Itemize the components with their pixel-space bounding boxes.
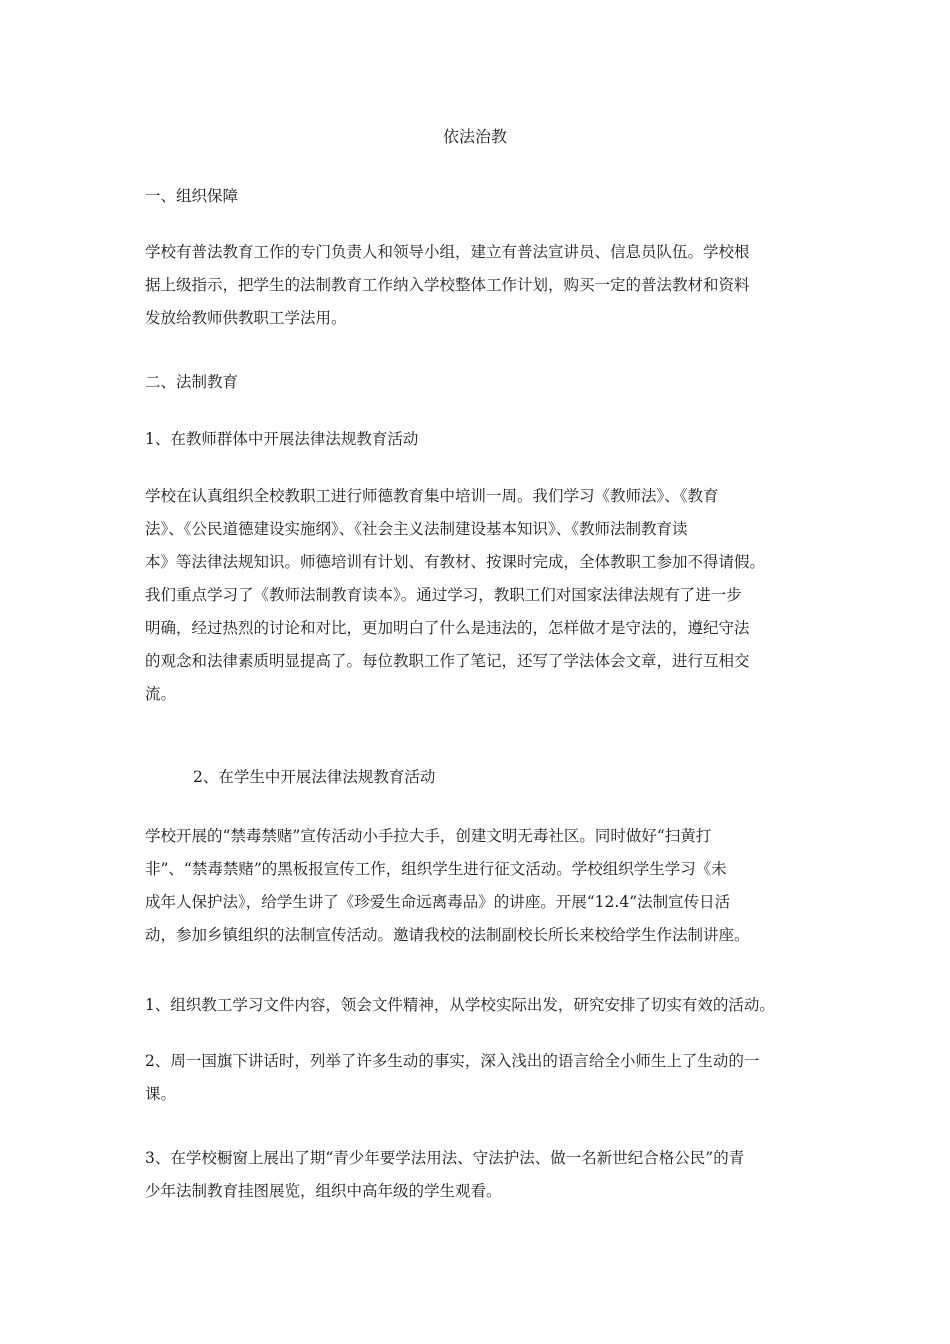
- heading-text: 二、法制教育: [145, 373, 239, 391]
- paragraph-line: 据上级指示，把学生的法制教育工作纳入学校整体工作计划，购买一定的普法教材和资料: [145, 276, 750, 294]
- paragraph-organization: [145, 236, 825, 335]
- paragraph-line: 动，参加乡镇组织的法制宣传活动。邀请我校的法制副校长所长来校给学生作法制讲座。: [145, 926, 750, 944]
- paragraph-line: 学校有普法教育工作的专门负责人和领导小组，建立有普法宣讲员、信息员队伍。学校根: [145, 243, 750, 261]
- paragraph-line: 的观念和法律素质明显提高了。每位教职工作了笔记，还写了学法体会文章，进行互相交: [145, 652, 750, 670]
- list-item-line: 2、周一国旗下讲话时，列举了许多生动的事实，深入浅出的语言给全小师生上了生动的一: [145, 1052, 760, 1070]
- paragraph-line: 学校开展的“禁毒禁赌”宣传活动小手拉大手，创建文明无毒社区。同时做好“扫黄打: [145, 827, 712, 845]
- section-heading-organization: [145, 180, 825, 213]
- list-item-line: 少年法制教育挂图展览，组织中高年级的学生观看。: [145, 1182, 502, 1200]
- paragraph-line: 本》等法律法规知识。师德培训有计划、有教材、按课时完成，全体教职工参加不得请假。: [145, 553, 766, 571]
- heading-text: 一、组织保障: [145, 187, 239, 205]
- paragraph-line: 学校在认真组织全校教职工进行师德教育集中培训一周。我们学习《教师法》、《教育: [145, 487, 719, 505]
- paragraph-line: 法》、《公民道德建设实施纲》、《社会主义法制建设基本知识》、《教师法制教育读: [145, 520, 688, 538]
- section-heading-legal-education: [145, 366, 825, 399]
- paragraph-line: 我们重点学习了《教师法制教育读本》。通过学习，教职工们对国家法律法规有了进一步: [145, 586, 742, 604]
- list-item-3: [145, 1142, 825, 1208]
- paragraph-line: 非”、“禁毒禁赌”的黑板报宣传工作，组织学生进行征文活动。学校组织学生学习《未: [145, 860, 727, 878]
- heading-text: 1、在教师群体中开展法律法规教育活动: [145, 430, 419, 448]
- paragraph-students: [145, 820, 825, 952]
- list-item-2: [145, 1045, 825, 1111]
- paragraph-line: 明确，经过热烈的讨论和对比，更加明白了什么是违法的，怎样做才是守法的，遵纪守法: [145, 619, 750, 637]
- list-item-1: [145, 989, 825, 1022]
- heading-text: 2、在学生中开展法律法规教育活动: [193, 768, 436, 786]
- list-item-line: 3、在学校橱窗上展出了期“青少年要学法用法、守法护法、做一名新世纪合格公民”的青: [145, 1149, 745, 1167]
- subsection-heading-students: [193, 761, 873, 794]
- paragraph-line: 发放给教师供教职工学法用。: [145, 309, 347, 327]
- paragraph-teachers: [145, 480, 825, 711]
- subsection-heading-teachers: [145, 423, 825, 456]
- document-title: 依法治教: [442, 127, 507, 146]
- paragraph-line: 成年人保护法》，给学生讲了《珍爱生命远离毒品》的讲座。开展“12.4”法制宣传日活: [145, 893, 731, 911]
- paragraph-line: 流。: [145, 685, 177, 703]
- list-item-line: 课。: [145, 1085, 177, 1103]
- list-item-line: 1、组织教工学习文件内容，领会文件精神，从学校实际出发，研究安排了切实有效的活动。: [145, 996, 775, 1014]
